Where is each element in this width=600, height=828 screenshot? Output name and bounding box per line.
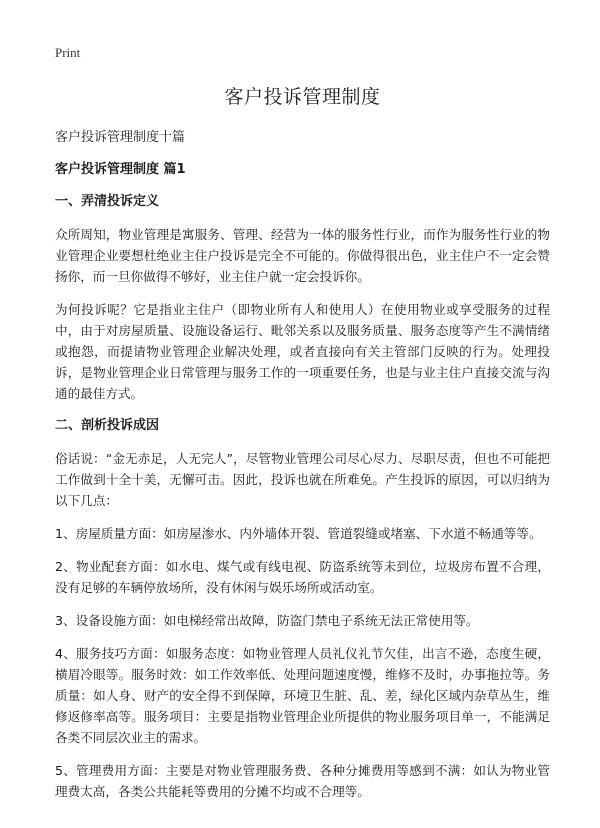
paragraph: 俗话说：“金无赤足，人无完人”，尽管物业管理公司尽心尽力、尽职尽责，但也不可能把工作做到十全十美，无懈可击。因此，投诉也就在所难免。产生投诉的原因，可以归纳为以下几点： [55, 451, 550, 508]
paragraph: 为何投诉呢？它是指业主住户（即物业所有人和使用人）在使用物业或享受服务的过程中，由于对房屋质量、设施设备运行、毗邻关系以及服务质量、服务态度等产生不满情绪或抱怨，而提请物业管理企业解决处理，或者直接向有关主管部门反映的行为。处理投诉，是物业管理企业日常管理与服务工作的一项重要任务，也是与业主住户直接交流与沟通的最佳方式。 [55, 302, 550, 401]
paragraph: 众所周知，物业管理是寓服务、管理、经营为一体的服务性行业，而作为服务性行业的物业管理企业要想杜绝业主住户投诉是完全不可能的。你做得很出色，业主住户不一定会赞扬你，而一旦你做得不够好，业主住户就一定会投诉你。 [55, 227, 550, 284]
list-item-equipment: 3、设备设施方面：如电梯经常出故障，防盗门禁电子系统无法正常使用等。 [55, 613, 479, 628]
section-heading-definition: 一、弄清投诉定义 [55, 194, 160, 209]
document-title: 客户投诉管理制度 [224, 86, 381, 108]
print-label: Print [55, 45, 81, 60]
section-heading-causes: 二、剖析投诉成因 [55, 418, 160, 433]
list-item-service-skills: 4、服务技巧方面：如服务态度：如物业管理人员礼仪礼节欠佳，出言不逊，态度生硬，横眉冷眼等。服务时效：如工作效率低、处理问题速度慢，维修不及时，办事拖拉等。务质量：如人身、财产的安全得不到保障，环境卫生脏、乱、差，绿化区域内杂草丛生，维修返修率高等。服务项目：主要是指物业管理企业所提供的物业服务项目单一，不能满足各类不同层次业主的需求。 [55, 646, 550, 745]
list-item-management-fees: 5、管理费用方面：主要是对物业管理服务费、各种分摊费用等感到不满：如认为物业管理费太高，各类公共能耗等费用的分摊不均或不合理等。 [55, 763, 550, 799]
list-item-facilities: 2、物业配套方面：如水电、煤气或有线电视、防盗系统等未到位，垃圾房布置不合理，没有足够的车辆停放场所，没有休闲与娱乐场所或活动室。 [55, 559, 550, 595]
article-heading: 客户投诉管理制度 篇1 [55, 162, 186, 177]
list-item-housing-quality: 1、房屋质量方面：如房屋渗水、内外墙体开裂、管道裂缝或堵塞、下水道不畅通等等。 [55, 526, 542, 541]
document-subtitle: 客户投诉管理制度十篇 [55, 130, 186, 145]
